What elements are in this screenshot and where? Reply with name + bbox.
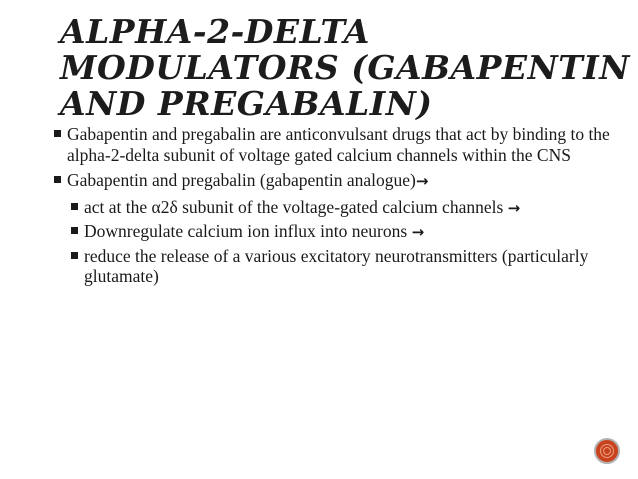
title-line-1: ALPHA-2-DELTA [60,12,370,51]
square-bullet-icon [71,252,78,259]
bullet-2-text: Gabapentin and pregabalin (gabapentin analogue) [67,170,416,190]
sub-bullet-1-line [84,197,612,219]
square-bullet-icon [71,227,78,234]
bullet-2 [52,170,612,192]
nav-circle-swirl-icon [598,442,616,460]
sub-bullet-1-text: act at the α2δ subunit of the voltage-gated calcium channels [84,196,508,217]
slide-content [52,124,612,290]
bullet-2-line [67,170,612,192]
sub-bullet-1 [69,197,612,219]
nav-circle-icon[interactable] [594,438,620,464]
square-bullet-icon [54,130,61,137]
bullet-1-text: Gabapentin and pregabalin are anticonvulsant drugs that act by binding to the alpha-2-delta subunit of voltage gated calcium channels within the CNS [67,124,610,165]
sub-bullet-2-text: Downregulate calcium ion influx into neurons [84,221,412,241]
sub-bullet-2 [69,221,612,243]
sub-bullet-3-text: reduce the release of a various excitatory neurotransmitters (particularly glutamate) [84,245,589,286]
slide-title [60,12,630,123]
bullet-1 [52,124,612,165]
title-line-3: AND PREGABALIN) [60,84,433,123]
sub-bullet-3 [69,246,612,287]
title-line-2: MODULATORS (GABAPENTIN [60,48,630,87]
right-arrow-icon: → [507,198,521,217]
square-bullet-icon [71,203,78,210]
square-bullet-icon [54,176,61,183]
right-arrow-icon: → [411,223,425,241]
right-arrow-icon: → [415,172,429,190]
sub-bullet-2-line [84,221,612,243]
